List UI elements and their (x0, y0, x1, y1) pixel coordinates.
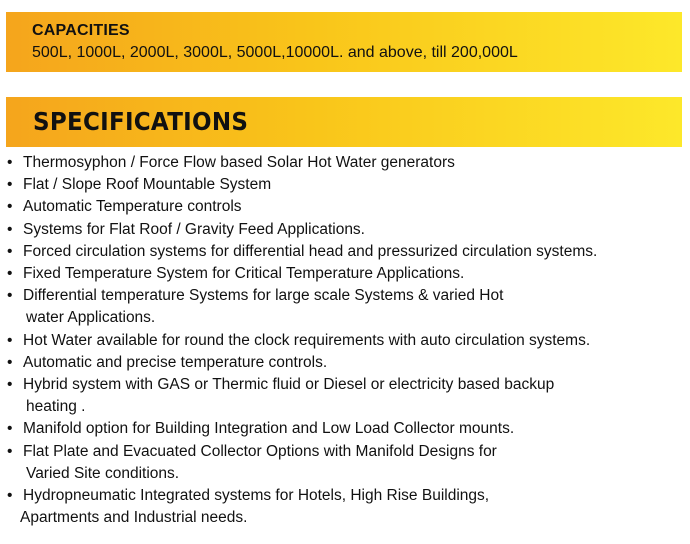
list-item (0, 219, 690, 241)
list-item-text: Hot Water available for round the clock requirements with auto circulation systems. (23, 331, 591, 349)
list-item-text: Hybrid system with GAS or Thermic fluid or Diesel or electricity based backup (23, 376, 555, 394)
bullet-icon: • (7, 287, 13, 305)
list-item-continuation: heating . (26, 398, 86, 416)
list-item (0, 152, 690, 174)
list-item (0, 263, 690, 285)
list-item-text: Automatic Temperature controls (23, 198, 242, 216)
specifications-list (0, 152, 690, 529)
list-item-continuation: Apartments and Industrial needs. (20, 509, 248, 527)
list-item-text: Flat / Slope Roof Mountable System (23, 176, 272, 194)
capacities-banner (6, 12, 682, 72)
bullet-icon: • (7, 265, 13, 283)
list-item-continuation: water Applications. (26, 309, 156, 327)
bullet-icon: • (7, 242, 13, 260)
bullet-icon: • (7, 420, 13, 438)
list-item-continuation: Varied Site conditions. (26, 464, 180, 482)
list-item-text: Systems for Flat Roof / Gravity Feed Applications. (23, 220, 365, 238)
list-item (0, 352, 690, 374)
list-item-text: Manifold option for Building Integration and Low Load Collector mounts. (23, 420, 515, 438)
list-item (0, 196, 690, 218)
specifications-title: SPECIFICATIONS (33, 107, 249, 136)
specifications-banner (6, 97, 682, 147)
list-item (0, 285, 690, 329)
bullet-icon: • (7, 376, 13, 394)
bullet-icon: • (7, 220, 13, 238)
bullet-icon: • (7, 198, 13, 216)
bullet-icon: • (7, 154, 13, 171)
bullet-icon: • (7, 442, 13, 460)
list-item-text: Thermosyphon / Force Flow based Solar Hot Water generators (23, 154, 455, 171)
list-item-text: Fixed Temperature System for Critical Temperature Applications. (23, 265, 465, 283)
bullet-icon: • (7, 176, 13, 194)
list-item-text: Automatic and precise temperature controls. (23, 353, 328, 371)
list-item (0, 485, 690, 529)
capacities-title: CAPACITIES (32, 22, 130, 39)
list-item-text: Forced circulation systems for differential head and pressurized circulation systems. (23, 242, 598, 260)
list-item (0, 441, 690, 485)
list-item (0, 374, 690, 418)
list-item-text: Flat Plate and Evacuated Collector Options with Manifold Designs for (23, 442, 497, 460)
capacities-text: 500L, 1000L, 2000L, 3000L, 5000L,10000L. and above, till 200,000L (32, 44, 518, 61)
list-item-text: Hydropneumatic Integrated systems for Hotels, High Rise Buildings, (23, 487, 490, 505)
list-item (0, 174, 690, 196)
list-item (0, 418, 690, 440)
bullet-icon: • (7, 331, 13, 349)
list-item (0, 241, 690, 263)
bullet-icon: • (7, 353, 13, 371)
bullet-icon: • (7, 487, 13, 505)
list-item (0, 330, 690, 352)
list-item-text: Differential temperature Systems for large scale Systems & varied Hot (23, 287, 504, 305)
